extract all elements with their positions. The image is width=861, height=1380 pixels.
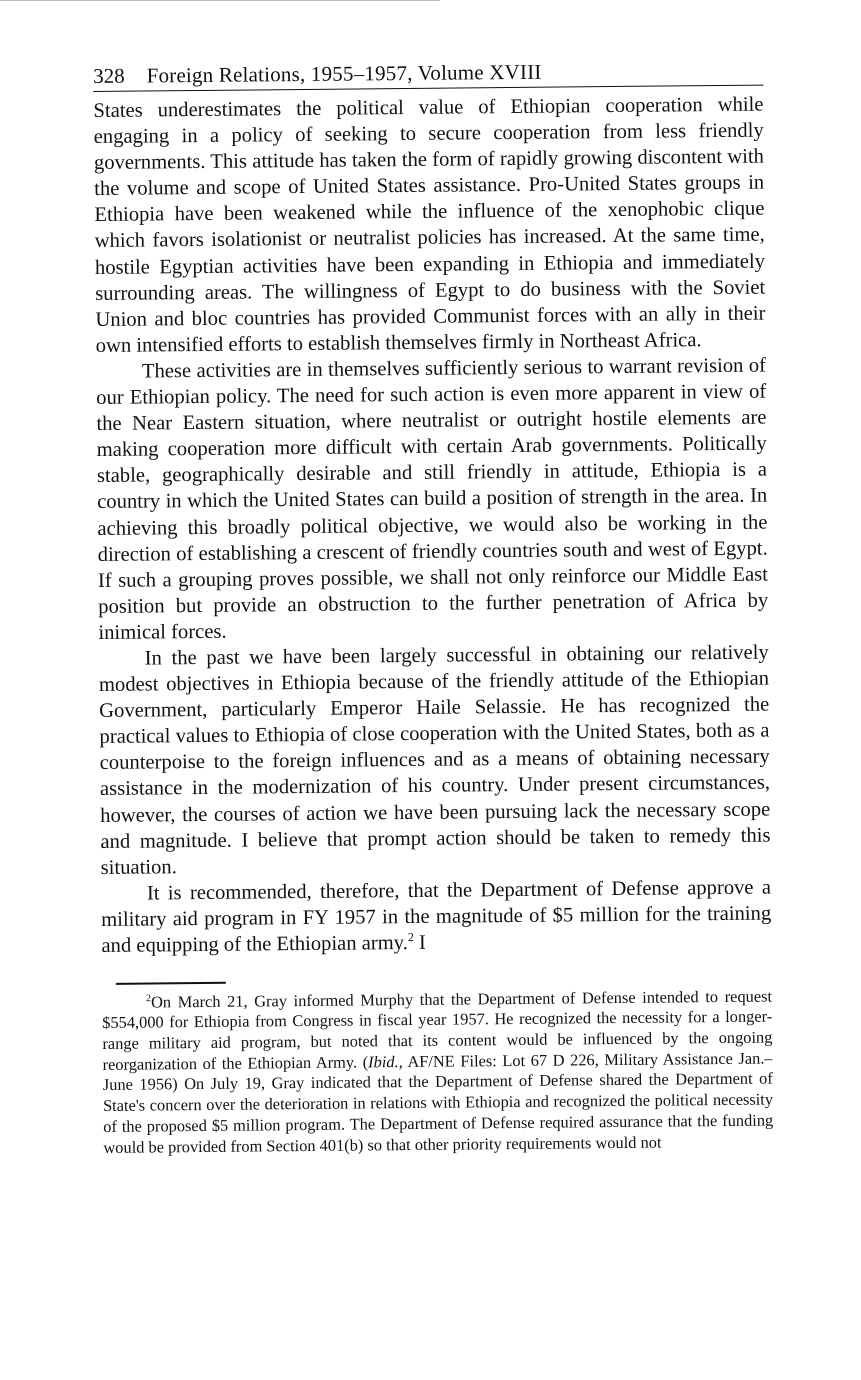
paragraph-4-text: It is recommended, therefore, that the Department of Defense approve a military aid program in FY 1957 in the magnitude of $5 million for the training and equipping of the Ethiopian army. — [101, 876, 772, 957]
document-page — [93, 56, 773, 1159]
footnote-2 — [102, 986, 774, 1158]
paragraph-4 — [101, 874, 772, 959]
footnote-text-start: On March 21, Gray informed Murphy that the Department of Defense intended to request $554,000 for Ethiopia from Congress in fiscal year 1957. He recognized the necessity for a longer-range military aid program, but noted that its content would be influenced by the ongoing reorganization of the Ethiopian Army. ( — [102, 986, 773, 1074]
running-head — [93, 56, 763, 92]
paragraph-2: These activities are in themselves sufficiently serious to warrant revision of our Ethiopian policy. The need for such action is even more apparent in view of the Near Eastern situation, where neutralist or outright hostile elements are making cooperation more difficult with certain Arab governments. Politically stable, geographically desirable and still friendly in attitude, Ethiopia is a country in which the United States can build a position of strength in the area. In achieving this broadly political objective, we would also be working in the direction of establishing a crescent of friendly countries south and west of Egypt. If such a grouping proves possible, we shall not only reinforce our Middle East position but provide an obstruction to the further penetration of Africa by inimical forces. — [96, 354, 769, 644]
footnote-rule — [116, 982, 226, 985]
footnote-ibid: Ibid. — [368, 1051, 399, 1072]
running-title: Foreign Relations, 1955–1957, Volume XVIII — [146, 59, 542, 88]
paragraph-1: States underestimates the political value of Ethiopian cooperation while engaging in a policy of seeking to secure cooperation from less friendly governments. This attitude has taken the form of rapidly growing discontent with the volume and scope of United States assistance. Pro-United States groups in Ethiopia have been weakened while the influence of the xenophobic clique which favors isolationist or neutralist policies has increased. At the same time, hostile Egyptian activities have been expanding in Ethiopia and immediately surrounding areas. The willingness of Egypt to do business with the Soviet Union and bloc countries has provided Communist forces with an ally in their own intensified efforts to establish themselves firmly in Northeast Africa. — [93, 93, 766, 357]
footnote-text-end: , AF/NE Files: Lot 67 D 226, Military Assistance Jan.–June 1956) On July 19, Gray indicated that the Department of Defense shared the Department of State's concern over the deterioration in relations with Ethiopia and recognized the political necessity of the proposed $5 million program. The Department of Defense required assurance that the funding would be provided from Section 401(b) so that other priority requirements would not — [102, 1048, 774, 1157]
body-text — [93, 92, 771, 959]
scan-top-edge — [0, 0, 440, 1]
footnote-marker: 2 — [145, 992, 152, 1004]
page-number: 328 — [93, 63, 125, 88]
footnote-reference: 2 — [407, 930, 414, 945]
paragraph-4-tail: I — [418, 931, 426, 954]
paragraph-3: In the past we have been largely successful in obtaining our relatively modest objectives in Ethiopia because of the friendly attitude of the Ethiopian Government, particularly Emperor Haile Selassie. He has recognized the practical values to Ethiopia of close cooperation with the United States, both as a counterpoise to the foreign influences and as a means of obtaining necessary assistance in the modernization of his country. Under present circumstances, however, the courses of action we have been pursuing lack the necessary scope and magnitude. I believe that prompt action should be taken to remedy this situation. — [98, 641, 771, 879]
